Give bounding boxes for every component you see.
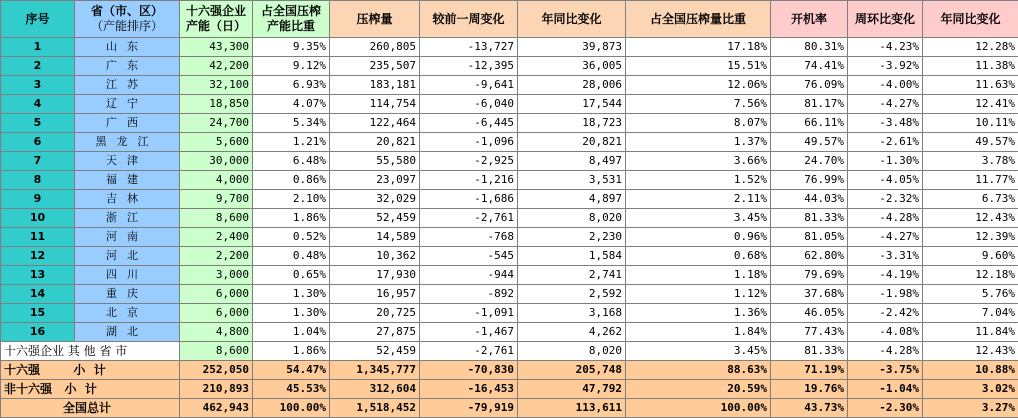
cell-share: 7.56%	[626, 95, 771, 114]
cell-wow: -1,467	[420, 323, 518, 342]
cell-capacity: 8,600	[180, 209, 253, 228]
cell-province: 吉林	[75, 190, 180, 209]
cell-utilization: 62.80%	[771, 247, 848, 266]
cell-util-yoy: 11.77%	[923, 171, 1018, 190]
cell-util-wow: -2.42%	[848, 304, 923, 323]
cell-idx: 8	[1, 171, 75, 190]
table-row	[1, 57, 1018, 76]
cell-yoy: 47,792	[518, 380, 626, 399]
cell-wow: -1,096	[420, 133, 518, 152]
cell-util-yoy: 3.02%	[923, 380, 1018, 399]
cell-capacity-share: 2.10%	[253, 190, 330, 209]
cell-wow: -16,453	[420, 380, 518, 399]
cell-util-yoy: 11.38%	[923, 57, 1018, 76]
cell-util-yoy: 6.73%	[923, 190, 1018, 209]
cell-capacity: 42,200	[180, 57, 253, 76]
cell-capacity-share: 1.21%	[253, 133, 330, 152]
cell-util-yoy: 3.78%	[923, 152, 1018, 171]
cell-util-wow: -4.08%	[848, 323, 923, 342]
table-row	[1, 304, 1018, 323]
cell-util-wow: -2.32%	[848, 190, 923, 209]
cell-province: 江苏	[75, 76, 180, 95]
cell-util-wow: -4.27%	[848, 95, 923, 114]
cell-province: 山东	[75, 38, 180, 57]
table-row	[1, 228, 1018, 247]
cell-capacity: 6,000	[180, 285, 253, 304]
cell-crush: 55,580	[330, 152, 420, 171]
cell-util-yoy: 3.27%	[923, 399, 1018, 418]
cell-idx: 1	[1, 38, 75, 57]
cell-idx: 5	[1, 114, 75, 133]
table-row	[1, 133, 1018, 152]
col-header-province-line2: （产能排序）	[91, 19, 163, 33]
table-row	[1, 247, 1018, 266]
cell-utilization: 81.33%	[771, 209, 848, 228]
cell-util-wow: -4.23%	[848, 38, 923, 57]
cell-wow: -1,091	[420, 304, 518, 323]
cell-utilization: 24.70%	[771, 152, 848, 171]
cell-capacity-share: 1.86%	[253, 342, 330, 361]
cell-utilization: 49.57%	[771, 133, 848, 152]
header-row	[1, 1, 1018, 38]
cell-province: 黑龙江	[75, 133, 180, 152]
table-row	[1, 190, 1018, 209]
cell-capacity-share: 0.86%	[253, 171, 330, 190]
cell-share: 3.45%	[626, 209, 771, 228]
cell-util-wow: -2.30%	[848, 399, 923, 418]
cell-capacity: 8,600	[180, 342, 253, 361]
cell-utilization: 76.99%	[771, 171, 848, 190]
col-header-share: 占全国压榨量比重	[626, 1, 771, 38]
col-header-capacity	[180, 1, 253, 38]
cell-province: 四川	[75, 266, 180, 285]
cell-yoy: 4,262	[518, 323, 626, 342]
cell-utilization: 44.03%	[771, 190, 848, 209]
cell-capacity: 43,300	[180, 38, 253, 57]
cell-crush: 122,464	[330, 114, 420, 133]
cell-util-yoy: 10.88%	[923, 361, 1018, 380]
cell-share: 1.18%	[626, 266, 771, 285]
col-header-province	[75, 1, 180, 38]
cell-share: 0.96%	[626, 228, 771, 247]
cell-util-wow: -4.05%	[848, 171, 923, 190]
cell-crush: 312,604	[330, 380, 420, 399]
cell-yoy: 2,592	[518, 285, 626, 304]
cell-wow: -944	[420, 266, 518, 285]
cell-capacity-share: 5.34%	[253, 114, 330, 133]
cell-yoy: 3,168	[518, 304, 626, 323]
cell-util-wow: -4.28%	[848, 209, 923, 228]
cell-util-wow: -3.48%	[848, 114, 923, 133]
cell-capacity-share: 6.93%	[253, 76, 330, 95]
cell-wow: -6,040	[420, 95, 518, 114]
cell-utilization: 19.76%	[771, 380, 848, 399]
table-row	[1, 209, 1018, 228]
table-row	[1, 152, 1018, 171]
cell-yoy: 39,873	[518, 38, 626, 57]
cell-province: 重庆	[75, 285, 180, 304]
cell-yoy: 8,020	[518, 342, 626, 361]
cell-capacity: 9,700	[180, 190, 253, 209]
cell-utilization: 66.11%	[771, 114, 848, 133]
cell-util-wow: -3.75%	[848, 361, 923, 380]
cell-province: 湖北	[75, 323, 180, 342]
cell-wow: -9,641	[420, 76, 518, 95]
cell-province: 广东	[75, 57, 180, 76]
cell-util-yoy: 12.39%	[923, 228, 1018, 247]
cell-utilization: 81.33%	[771, 342, 848, 361]
cell-capacity: 5,600	[180, 133, 253, 152]
cell-util-wow: -3.92%	[848, 57, 923, 76]
cell-util-yoy: 10.11%	[923, 114, 1018, 133]
cell-share: 20.59%	[626, 380, 771, 399]
summary-rows	[1, 342, 1018, 418]
cell-province: 天津	[75, 152, 180, 171]
cell-util-yoy: 12.28%	[923, 38, 1018, 57]
cell-utilization: 80.31%	[771, 38, 848, 57]
cell-share: 2.11%	[626, 190, 771, 209]
cell-share: 17.18%	[626, 38, 771, 57]
cell-capacity-share: 9.12%	[253, 57, 330, 76]
cell-crush: 16,957	[330, 285, 420, 304]
cell-capacity: 30,000	[180, 152, 253, 171]
non16-subtotal-label: 非十六强 小 计	[1, 380, 180, 399]
cell-crush: 52,459	[330, 342, 420, 361]
cell-utilization: 74.41%	[771, 57, 848, 76]
cell-share: 8.07%	[626, 114, 771, 133]
cell-utilization: 37.68%	[771, 285, 848, 304]
cell-province: 河北	[75, 247, 180, 266]
cell-crush: 32,029	[330, 190, 420, 209]
cell-province: 北京	[75, 304, 180, 323]
cell-capacity-share: 45.53%	[253, 380, 330, 399]
cell-province: 河南	[75, 228, 180, 247]
cell-wow: -2,761	[420, 209, 518, 228]
cell-util-yoy: 9.60%	[923, 247, 1018, 266]
cell-wow: -79,919	[420, 399, 518, 418]
table-body	[1, 38, 1018, 342]
cell-idx: 9	[1, 190, 75, 209]
cell-idx: 7	[1, 152, 75, 171]
cell-capacity: 2,400	[180, 228, 253, 247]
cell-province: 广西	[75, 114, 180, 133]
cell-share: 3.45%	[626, 342, 771, 361]
table-row	[1, 171, 1018, 190]
col-header-yoy: 年同比变化	[518, 1, 626, 38]
col-header-crush: 压榨量	[330, 1, 420, 38]
national-total-row	[1, 399, 1018, 418]
cell-capacity: 6,000	[180, 304, 253, 323]
cell-util-wow: -4.00%	[848, 76, 923, 95]
cell-capacity-share: 1.30%	[253, 304, 330, 323]
cell-share: 15.51%	[626, 57, 771, 76]
cell-share: 3.66%	[626, 152, 771, 171]
table-row	[1, 323, 1018, 342]
cell-share: 1.36%	[626, 304, 771, 323]
cell-yoy: 113,611	[518, 399, 626, 418]
col-header-capacity-line2: 产能（日）	[186, 19, 246, 33]
cell-capacity-share: 4.07%	[253, 95, 330, 114]
cell-share: 1.12%	[626, 285, 771, 304]
cell-capacity-share: 9.35%	[253, 38, 330, 57]
cell-idx: 10	[1, 209, 75, 228]
cell-capacity: 462,943	[180, 399, 253, 418]
top16-subtotal-label: 十六强 小 计	[1, 361, 180, 380]
cell-crush: 183,181	[330, 76, 420, 95]
col-header-capacity-line1: 十六强企业	[186, 4, 246, 18]
cell-utilization: 81.05%	[771, 228, 848, 247]
cell-yoy: 20,821	[518, 133, 626, 152]
cell-wow: -2,761	[420, 342, 518, 361]
cell-wow: -1,216	[420, 171, 518, 190]
cell-capacity-share: 1.04%	[253, 323, 330, 342]
table-row	[1, 285, 1018, 304]
cell-wow: -12,395	[420, 57, 518, 76]
cell-idx: 2	[1, 57, 75, 76]
cell-yoy: 18,723	[518, 114, 626, 133]
cell-province: 福建	[75, 171, 180, 190]
cell-crush: 20,725	[330, 304, 420, 323]
cell-util-wow: -1.30%	[848, 152, 923, 171]
cell-capacity: 210,893	[180, 380, 253, 399]
cell-crush: 10,362	[330, 247, 420, 266]
cell-idx: 13	[1, 266, 75, 285]
table-row	[1, 38, 1018, 57]
cell-crush: 1,518,452	[330, 399, 420, 418]
cell-yoy: 3,531	[518, 171, 626, 190]
top16-subtotal-row	[1, 361, 1018, 380]
cell-util-wow: -4.28%	[848, 342, 923, 361]
col-header-util-wow: 周环比变化	[848, 1, 923, 38]
cell-crush: 27,875	[330, 323, 420, 342]
cell-idx: 3	[1, 76, 75, 95]
cell-yoy: 17,544	[518, 95, 626, 114]
cell-utilization: 43.73%	[771, 399, 848, 418]
non16-subtotal-row	[1, 380, 1018, 399]
cell-capacity: 3,000	[180, 266, 253, 285]
cell-idx: 16	[1, 323, 75, 342]
cell-share: 12.06%	[626, 76, 771, 95]
cell-wow: -768	[420, 228, 518, 247]
cell-capacity-share: 100.00%	[253, 399, 330, 418]
cell-yoy: 2,230	[518, 228, 626, 247]
cell-crush: 114,754	[330, 95, 420, 114]
cell-util-yoy: 12.43%	[923, 342, 1018, 361]
cell-idx: 11	[1, 228, 75, 247]
cell-idx: 15	[1, 304, 75, 323]
cell-yoy: 1,584	[518, 247, 626, 266]
cell-province: 辽宁	[75, 95, 180, 114]
col-header-capacity-share-line2: 产能比重	[267, 19, 315, 33]
cell-wow: -2,925	[420, 152, 518, 171]
cell-share: 1.37%	[626, 133, 771, 152]
cell-idx: 6	[1, 133, 75, 152]
cell-crush: 260,805	[330, 38, 420, 57]
cell-capacity-share: 0.52%	[253, 228, 330, 247]
cell-utilization: 76.09%	[771, 76, 848, 95]
cell-crush: 23,097	[330, 171, 420, 190]
cell-share: 0.68%	[626, 247, 771, 266]
cell-yoy: 4,897	[518, 190, 626, 209]
cell-yoy: 28,006	[518, 76, 626, 95]
cell-province: 浙江	[75, 209, 180, 228]
cell-util-wow: -1.04%	[848, 380, 923, 399]
cell-utilization: 71.19%	[771, 361, 848, 380]
cell-crush: 17,930	[330, 266, 420, 285]
col-header-capacity-share	[253, 1, 330, 38]
other-provinces-row	[1, 342, 1018, 361]
cell-util-yoy: 11.63%	[923, 76, 1018, 95]
cell-capacity: 252,050	[180, 361, 253, 380]
cell-capacity: 32,100	[180, 76, 253, 95]
cell-yoy: 205,748	[518, 361, 626, 380]
cell-wow: -892	[420, 285, 518, 304]
cell-crush: 52,459	[330, 209, 420, 228]
cell-wow: -545	[420, 247, 518, 266]
cell-capacity: 4,800	[180, 323, 253, 342]
cell-util-wow: -4.27%	[848, 228, 923, 247]
cell-yoy: 8,497	[518, 152, 626, 171]
other-provinces-label: 十六强企业 其 他 省 市	[1, 342, 180, 361]
cell-utilization: 46.05%	[771, 304, 848, 323]
cell-share: 1.52%	[626, 171, 771, 190]
cell-capacity-share: 6.48%	[253, 152, 330, 171]
cell-crush: 1,345,777	[330, 361, 420, 380]
cell-util-wow: -3.31%	[848, 247, 923, 266]
cell-crush: 14,589	[330, 228, 420, 247]
cell-capacity-share: 0.65%	[253, 266, 330, 285]
cell-util-yoy: 12.43%	[923, 209, 1018, 228]
cell-utilization: 77.43%	[771, 323, 848, 342]
cell-capacity-share: 54.47%	[253, 361, 330, 380]
cell-util-yoy: 49.57%	[923, 133, 1018, 152]
table-row	[1, 114, 1018, 133]
cell-wow: -70,830	[420, 361, 518, 380]
cell-util-yoy: 12.18%	[923, 266, 1018, 285]
cell-idx: 12	[1, 247, 75, 266]
cell-share: 100.00%	[626, 399, 771, 418]
table-row	[1, 95, 1018, 114]
cell-capacity-share: 1.86%	[253, 209, 330, 228]
cell-yoy: 36,005	[518, 57, 626, 76]
cell-utilization: 79.69%	[771, 266, 848, 285]
cell-util-yoy: 12.41%	[923, 95, 1018, 114]
table-row	[1, 76, 1018, 95]
cell-wow: -1,686	[420, 190, 518, 209]
col-header-idx: 序号	[1, 1, 75, 38]
col-header-util-yoy: 年同比变化	[923, 1, 1018, 38]
cell-util-wow: -2.61%	[848, 133, 923, 152]
cell-capacity: 4,000	[180, 171, 253, 190]
cell-util-yoy: 7.04%	[923, 304, 1018, 323]
col-header-utilization: 开机率	[771, 1, 848, 38]
cell-share: 88.63%	[626, 361, 771, 380]
cell-crush: 235,507	[330, 57, 420, 76]
cell-util-wow: -4.19%	[848, 266, 923, 285]
cell-crush: 20,821	[330, 133, 420, 152]
col-header-province-line1: 省（市、区）	[91, 4, 163, 18]
cell-share: 1.84%	[626, 323, 771, 342]
national-total-label: 全国总计	[1, 399, 180, 418]
cell-yoy: 2,741	[518, 266, 626, 285]
cell-capacity-share: 0.48%	[253, 247, 330, 266]
cell-wow: -13,727	[420, 38, 518, 57]
cell-utilization: 81.17%	[771, 95, 848, 114]
cell-capacity-share: 1.30%	[253, 285, 330, 304]
col-header-capacity-share-line1: 占全国压榨	[261, 4, 321, 18]
table-row	[1, 266, 1018, 285]
cell-util-yoy: 11.84%	[923, 323, 1018, 342]
cell-yoy: 8,020	[518, 209, 626, 228]
cell-capacity: 2,200	[180, 247, 253, 266]
cell-util-yoy: 5.76%	[923, 285, 1018, 304]
cell-capacity: 24,700	[180, 114, 253, 133]
cell-capacity: 18,850	[180, 95, 253, 114]
cell-util-wow: -1.98%	[848, 285, 923, 304]
cell-idx: 14	[1, 285, 75, 304]
cell-wow: -6,445	[420, 114, 518, 133]
col-header-wow: 较前一周变化	[420, 1, 518, 38]
cell-idx: 4	[1, 95, 75, 114]
